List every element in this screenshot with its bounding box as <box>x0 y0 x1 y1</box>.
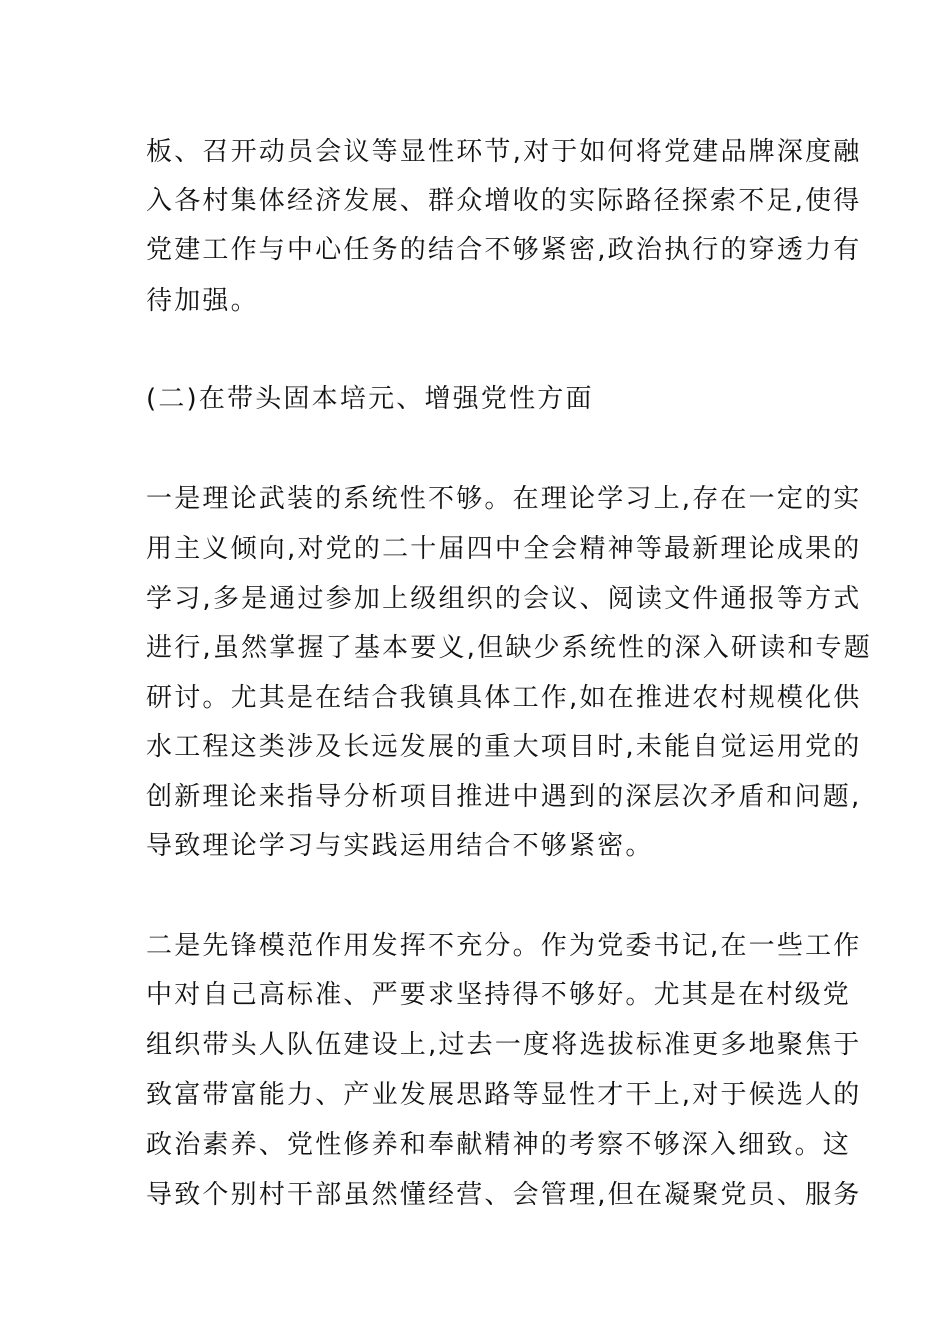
text-line: 二是先锋模范作用发挥不充分。作为党委书记,在一些工作 <box>146 931 862 961</box>
text-line: 板、召开动员会议等显性环节,对于如何将党建品牌深度融 <box>146 137 862 167</box>
text-line: 一是理论武装的系统性不够。在理论学习上,存在一定的实 <box>146 484 862 514</box>
text-line: 导致理论学习与实践运用结合不够紧密。 <box>146 831 654 861</box>
text-line: 导致个别村干部虽然懂经营、会管理,但在凝聚党员、服务 <box>146 1180 862 1210</box>
text-line: 入各村集体经济发展、群众增收的实际路径探索不足,使得 <box>146 186 862 216</box>
text-line: 中对自己高标准、严要求坚持得不够好。尤其是在村级党 <box>146 980 852 1010</box>
text-line: 待加强。 <box>146 286 259 316</box>
text-line: 研讨。尤其是在结合我镇具体工作,如在推进农村规模化供 <box>146 683 862 713</box>
text-line: 致富带富能力、产业发展思路等显性才干上,对于候选人的 <box>146 1080 862 1110</box>
text-line: 学习,多是通过参加上级组织的会议、阅读文件通报等方式 <box>146 584 862 614</box>
text-line: 进行,虽然掌握了基本要义,但缺少系统性的深入研读和专题 <box>146 633 872 663</box>
text-line: 组织带头人队伍建设上,过去一度将选拔标准更多地聚焦于 <box>146 1030 862 1060</box>
text-line: 创新理论来指导分析项目推进中遇到的深层次矛盾和问题, <box>146 782 862 812</box>
text-line: 水工程这类涉及长远发展的重大项目时,未能自觉运用党的 <box>146 732 862 762</box>
text-line: 党建工作与中心任务的结合不够紧密,政治执行的穿透力有 <box>146 235 862 265</box>
section-heading: (二)在带头固本培元、增强党性方面 <box>146 384 594 414</box>
text-line: 用主义倾向,对党的二十届四中全会精神等最新理论成果的 <box>146 534 862 564</box>
text-line: 政治素养、党性修养和奉献精神的考察不够深入细致。这 <box>146 1130 852 1160</box>
